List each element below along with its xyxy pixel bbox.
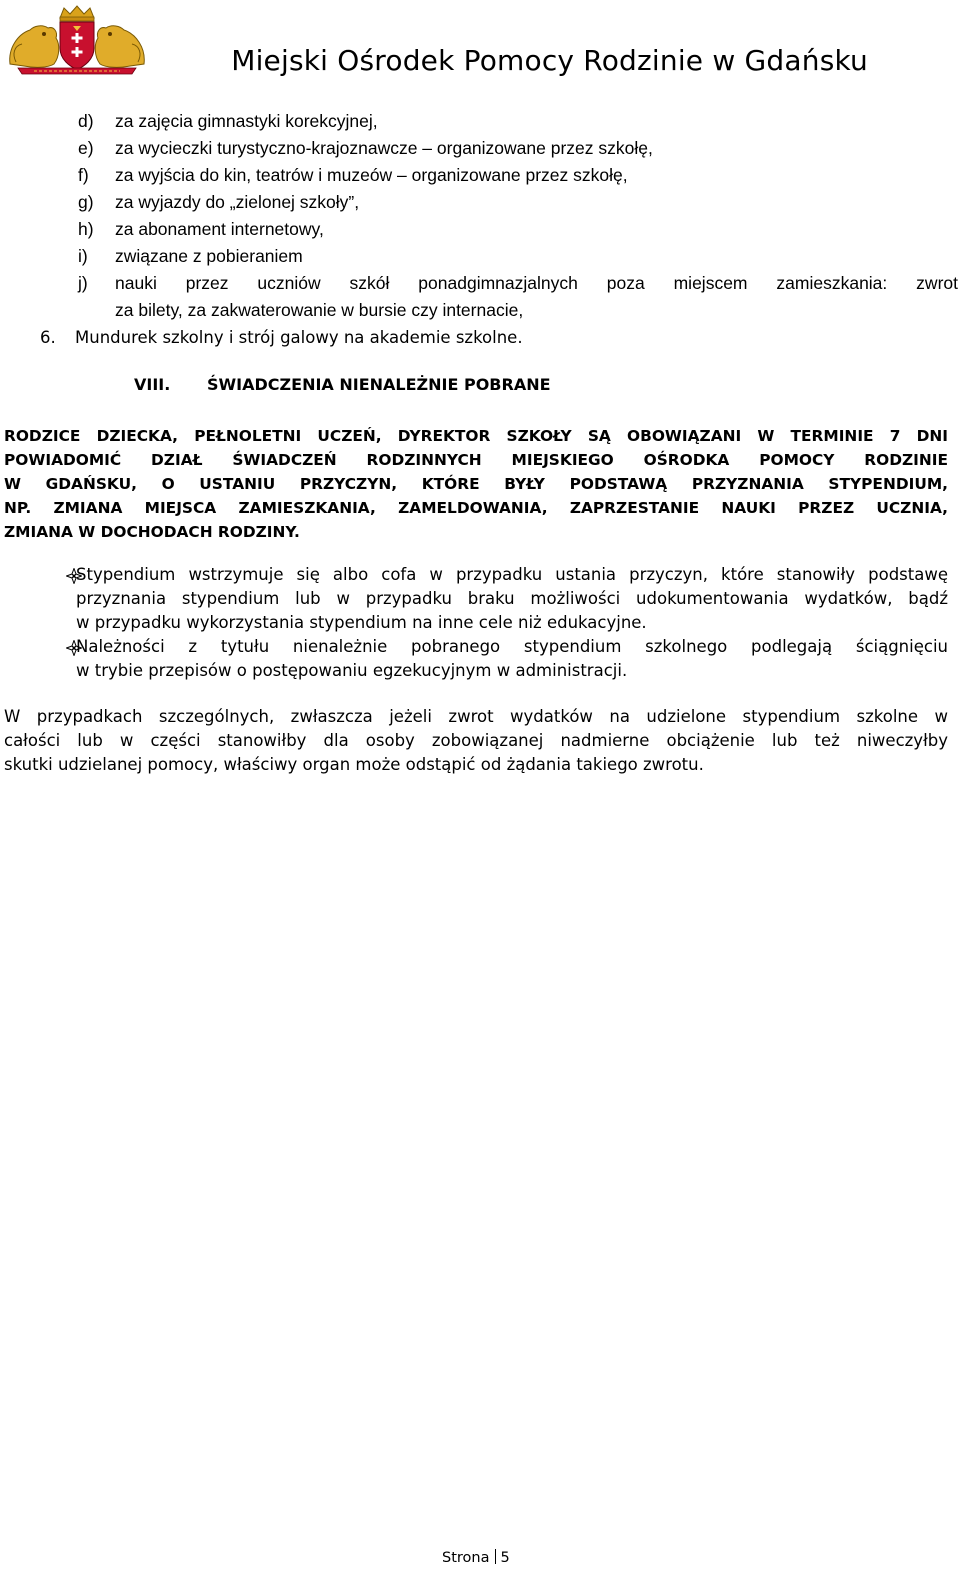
page-label: Strona — [442, 1550, 490, 1566]
list-item-text: za wycieczki turystyczno-krajoznawcze – organizowane przez szkołę, — [115, 138, 653, 158]
notice-line: ZMIANA W DOCHODACH RODZINY. — [4, 523, 300, 541]
notice-line: RODZICE DZIECKA, PEŁNOLETNI UCZEŃ, DYREKTOR SZKOŁY SĄ OBOWIĄZANI W TERMINIE 7 DNI — [4, 427, 948, 445]
list-item — [78, 162, 958, 189]
list-item-text: nauki przez uczniów szkół ponadgimnazjalnych poza miejscem zamieszkania: zwrot — [115, 273, 958, 293]
section-title: ŚWIADCZENIA NIENALEŻNIE POBRANE — [207, 375, 551, 394]
bullet-text-line: w trybie przepisów o postępowaniu egzekucyjnym w administracji. — [76, 661, 628, 680]
diamond-bullet-icon — [66, 640, 82, 656]
list-item-text-continued: za bilety, za zakwaterowanie w bursie czy internacie, — [115, 300, 524, 320]
list-item-text: za wyjazdy do „zielonej szkoły”, — [115, 192, 360, 212]
notice-paragraph — [4, 424, 948, 544]
section-number: VIII. — [134, 375, 171, 394]
list-item-label: i) — [78, 246, 88, 266]
list-item-text: za abonament internetowy, — [115, 219, 324, 239]
page-footer — [442, 1549, 510, 1566]
list-item — [78, 270, 958, 324]
expense-list — [78, 108, 958, 324]
list-item — [78, 108, 958, 135]
closing-line: całości lub w części stanowiłby dla osoby zobowiązanej nadmierne obciążenie lub też niweczyłby — [4, 731, 948, 750]
closing-line: skutki udzielanej pomocy, właściwy organ może odstąpić od żądania takiego zwrotu. — [4, 755, 704, 774]
list-item — [78, 243, 958, 270]
page-separator — [495, 1549, 496, 1564]
numbered-item-6 — [40, 324, 523, 351]
list-item-label: j) — [78, 273, 88, 293]
list-item-text: za wyjścia do kin, teatrów i muzeów – organizowane przez szkołę, — [115, 165, 628, 185]
page-number: 5 — [500, 1550, 510, 1566]
item-text: Mundurek szkolny i strój galowy na akademie szkolne. — [75, 328, 523, 347]
list-item-label: d) — [78, 111, 94, 131]
page-header — [0, 0, 960, 85]
bullet-text-line: przyznania stypendium lub w przypadku braku możliwości udokumentowania wydatków, bądź — [76, 589, 948, 608]
bullet-item — [4, 635, 948, 683]
bullet-list — [4, 563, 948, 683]
diamond-bullet-icon — [66, 568, 82, 584]
section-heading — [134, 375, 551, 394]
list-item-text: związane z pobieraniem — [115, 246, 303, 266]
list-item — [78, 189, 958, 216]
bullet-text-line: Należności z tytułu nienależnie pobranego stypendium szkolnego podlegają ściągnięciu — [76, 637, 948, 656]
notice-line: W GDAŃSKU, O USTANIU PRZYCZYN, KTÓRE BYŁY PODSTAWĄ PRZYZNANIA STYPENDIUM, — [4, 475, 948, 493]
bullet-text-line: w przypadku wykorzystania stypendium na inne cele niż edukacyjne. — [76, 613, 647, 632]
notice-line: NP. ZMIANA MIEJSCA ZAMIESZKANIA, ZAMELDOWANIA, ZAPRZESTANIE NAUKI PRZEZ UCZNIA, — [4, 499, 948, 517]
list-item-text: za zajęcia gimnastyki korekcyjnej, — [115, 111, 378, 131]
list-item-label: e) — [78, 138, 94, 158]
header-title: Miejski Ośrodek Pomocy Rodzinie w Gdańsku — [231, 44, 868, 77]
list-item-label: h) — [78, 219, 94, 239]
item-number: 6. — [40, 328, 56, 347]
closing-paragraph — [4, 705, 948, 777]
notice-line: POWIADOMIĆ DZIAŁ ŚWIADCZEŃ RODZINNYCH MIEJSKIEGO OŚRODKA POMOCY RODZINIE — [4, 451, 948, 469]
list-item-label: f) — [78, 165, 89, 185]
closing-line: W przypadkach szczególnych, zwłaszcza jeżeli zwrot wydatków na udzielone stypendium szkolne w — [4, 707, 948, 726]
bullet-text-line: Stypendium wstrzymuje się albo cofa w przypadku ustania przyczyn, które stanowiły podstawę — [76, 565, 948, 584]
gdansk-coat-of-arms-icon — [4, 4, 150, 76]
list-item — [78, 135, 958, 162]
bullet-item — [4, 563, 948, 635]
list-item-label: g) — [78, 192, 94, 212]
list-item — [78, 216, 958, 243]
